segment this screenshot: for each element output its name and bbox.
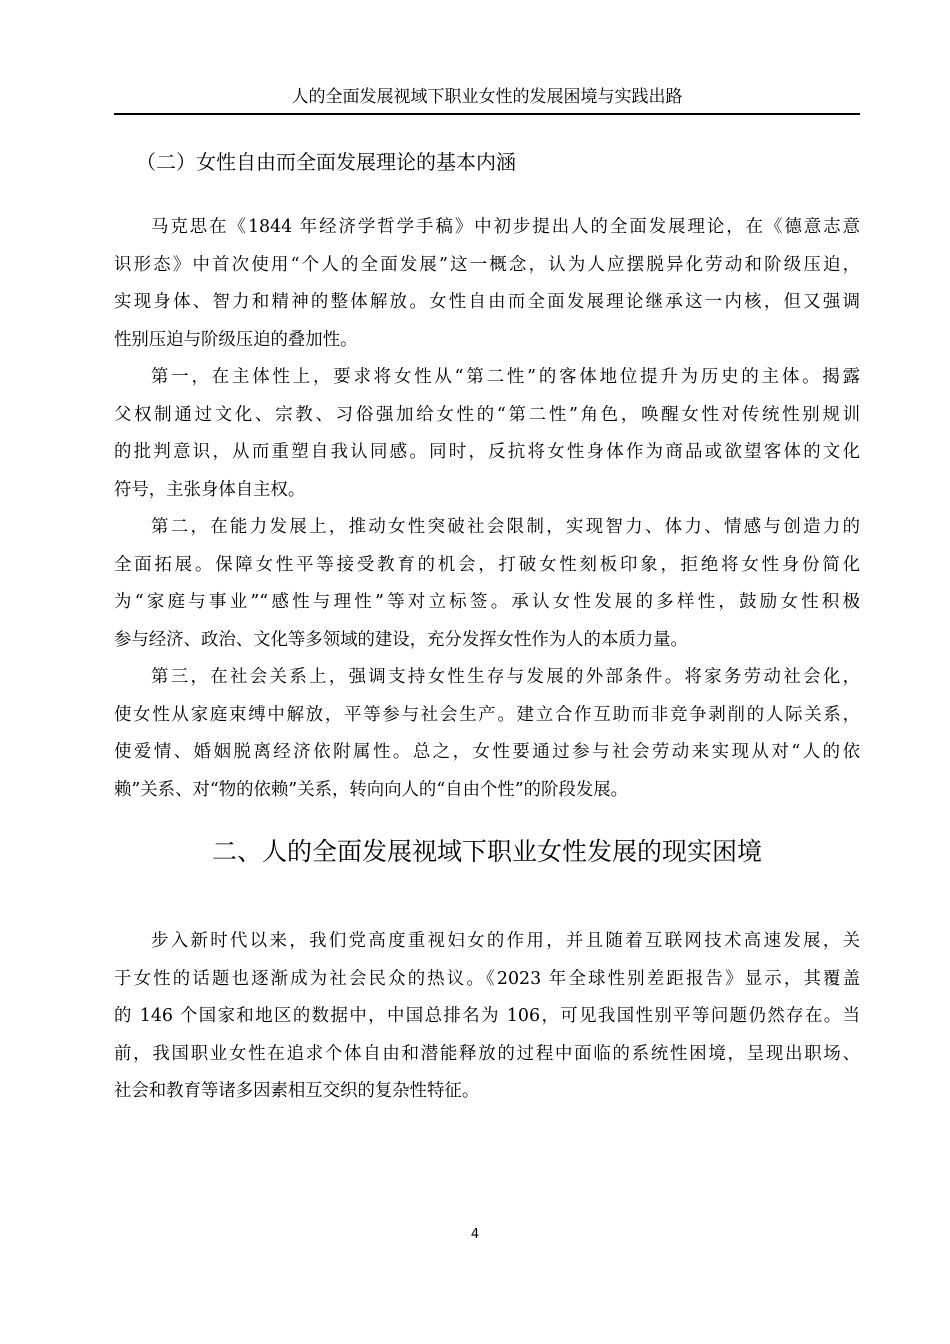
paragraph-line: 符号，主张身体自主权。: [114, 479, 306, 500]
paragraph-line: 性别压迫与阶级压迫的叠加性。: [114, 329, 358, 350]
running-header: 人的全面发展视域下职业女性的发展困境与实践出路: [291, 87, 683, 107]
paragraph-line: 第二，在能力发展上，推动女性突破社会限制，实现智力、体力、情感与创造力的: [151, 517, 860, 537]
paragraph-line: 于女性的话题也逐渐成为社会民众的热议。《2023 年全球性别差距报告》显示，其覆盖: [114, 968, 860, 989]
paragraph-line: 参与经济、政治、文化等多领域的建设，充分发挥女性作为人的本质力量。: [114, 629, 688, 650]
paragraph-ability-development: [114, 509, 860, 659]
paragraph-line: 马克思在《1844 年经济学哲学手稿》中初步提出人的全面发展理论，在《德意志意: [151, 217, 860, 237]
paragraph-line: 全面拓展。保障女性平等接受教育的机会，打破女性刻板印象，拒绝将女性身份简化: [114, 554, 860, 575]
page-number: 4: [470, 1227, 480, 1242]
paragraph-line: 为“家庭与事业”“感性与理性”等对立标签。承认女性发展的多样性，鼓励女性积极: [114, 592, 860, 612]
paragraph-line: 第三，在社会关系上，强调支持女性生存与发展的外部条件。将家务劳动社会化，: [151, 667, 860, 687]
paragraph-line: 的批判意识，从而重塑自我认同感。同时，反抗将女性身体作为商品或欲望客体的文化: [114, 442, 860, 462]
paragraph-line: 使爱情、婚姻脱离经济依附属性。总之，女性要通过参与社会劳动来实现从对“人的依: [114, 742, 860, 762]
paragraph-line: 父权制通过文化、宗教、习俗强加给女性的“第二性”角色，唤醒女性对传统性别规训: [114, 404, 860, 425]
paragraph-line: 社会和教育等诸多因素相互交织的复杂性特征。: [114, 1081, 480, 1101]
paragraph-social-relations: [114, 659, 860, 809]
paragraph-line: 使女性从家庭束缚中解放，平等参与社会生产。建立合作互助而非竞争剥削的人际关系，: [114, 704, 860, 725]
paragraph-line: 赖”关系、对“物的依赖”关系，转向向人的“自由个性”的阶段发展。: [114, 779, 629, 800]
paragraph-line: 实现身体、智力和精神的整体解放。女性自由而全面发展理论继承这一内核，但又强调: [114, 292, 860, 312]
paragraph-line: 第一，在主体性上，要求将女性从“第二性”的客体地位提升为历史的主体。揭露: [151, 367, 860, 387]
paragraph-marx-theory: [114, 209, 860, 359]
paragraph-line: 前，我国职业女性在追求个体自由和潜能释放的过程中面临的系统性困境，呈现出职场、: [114, 1043, 860, 1064]
header-divider: [114, 113, 860, 115]
paragraph-line: 步入新时代以来，我们党高度重视妇女的作用，并且随着互联网技术高速发展，关: [151, 931, 860, 951]
section-heading: 二、人的全面发展视域下职业女性发展的现实困境: [211, 837, 762, 866]
paragraph-subjectivity: [114, 359, 860, 509]
paragraph-line: 的 146 个国家和地区的数据中，中国总排名为 106，可见我国性别平等问题仍然存在。当: [114, 1006, 860, 1026]
subsection-heading: （二）女性自由而全面发展理论的基本内涵: [136, 150, 516, 174]
paragraph-new-era: [114, 923, 860, 1111]
paragraph-line: 识形态》中首次使用“个人的全面发展”这一概念，认为人应摆脱异化劳动和阶级压迫，: [114, 254, 860, 275]
